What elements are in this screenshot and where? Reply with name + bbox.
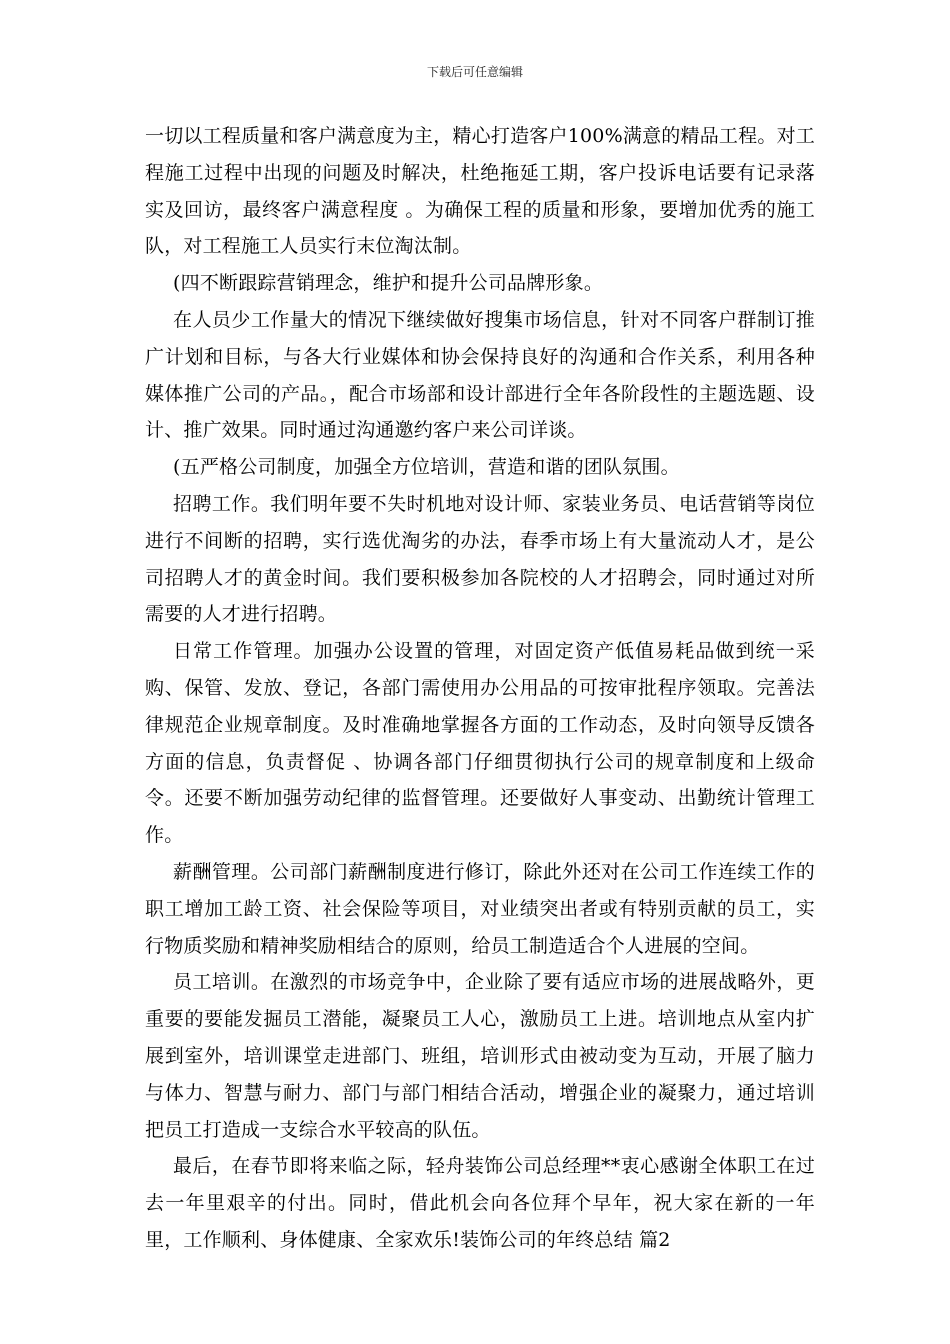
heading-training: (五严格公司制度，加强全方位培训，营造和谐的团队氛围。 (173, 456, 680, 479)
paragraph-quality: 一切以工程质量和客户满意度为主，精心打造客户100%满意的精品工程。对工程施工过程中出现的问题及时解决，杜绝拖延工期，客户投诉电话要有记录落实及回访，最终客户满意程度 。为确保工程的质量和形象，要增加优秀的施工队，对工程施工人员实行末位淘汰制。 (145, 125, 815, 258)
page-header-note: 下载后可任意编辑 (426, 65, 523, 79)
paragraph-closing: 最后，在春节即将来临之际，轻舟装饰公司总经理**衷心感谢全体职工在过去一年里艰辛的付出。同时，借此机会向各位拜个早年，祝大家在新的一年里，工作顺利、身体健康、全家欢乐!装饰公司的年终总结 篇2 (145, 1155, 815, 1251)
paragraph-salary: 薪酬管理。公司部门薪酬制度进行修订，除此外还对在公司工作连续工作的职工增加工龄工资、社会保险等项目，对业绩突出者或有特别贡献的员工，实行物质奖励和精神奖励相结合的原则，给员工制造适合个人进展的空间。 (145, 860, 815, 957)
paragraph-marketing: 在人员少工作量大的情况下继续做好搜集市场信息，针对不同客户群制订推广计划和目标，与各大行业媒体和协会保持良好的沟通和合作关系，利用各种媒体推广公司的产品。，配合市场部和设计部进行全年各阶段性的主题选题、设计、推广效果。同时通过沟通邀约客户来公司详谈。 (145, 308, 815, 442)
paragraph-recruitment: 招聘工作。我们明年要不失时机地对设计师、家装业务员、电话营销等岗位进行不间断的招聘，实行选优淘劣的办法，春季市场上有大量流动人才，是公司招聘人才的黄金时间。我们要积极参加各院校的人才招聘会，同时通过对所需要的人才进行招聘。 (145, 492, 815, 626)
heading-marketing: (四不断跟踪营销理念，维护和提升公司品牌形象。 (173, 272, 604, 295)
paragraph-daily-management: 日常工作管理。加强办公设置的管理，对固定资产低值易耗品做到统一采购、保管、发放、登记，各部门需使用办公用品的可按审批程序领取。完善法律规范企业规章制度。及时准确地掌握各方面的工作动态，及时向领导反馈各方面的信息，负责督促 、协调各部门仔细贯彻执行公司的规章制度和上级命令。还要不断加强劳动纪律的监督管理。还要做好人事变动、出勤统计管理工作。 (145, 640, 815, 847)
document-body (145, 118, 815, 1259)
paragraph-staff-training: 员工培训。在激烈的市场竞争中，企业除了要有适应市场的进展战略外，更重要的要能发掘员工潜能，凝聚员工人心，激励员工上进。培训地点从室内扩展到室外，培训课堂走进部门、班组，培训形式由被动变为互动，开展了脑力与体力、智慧与耐力、部门与部门相结合活动，增强企业的凝聚力，通过培训把员工打造成一支综合水平较高的队伍。 (145, 971, 815, 1141)
